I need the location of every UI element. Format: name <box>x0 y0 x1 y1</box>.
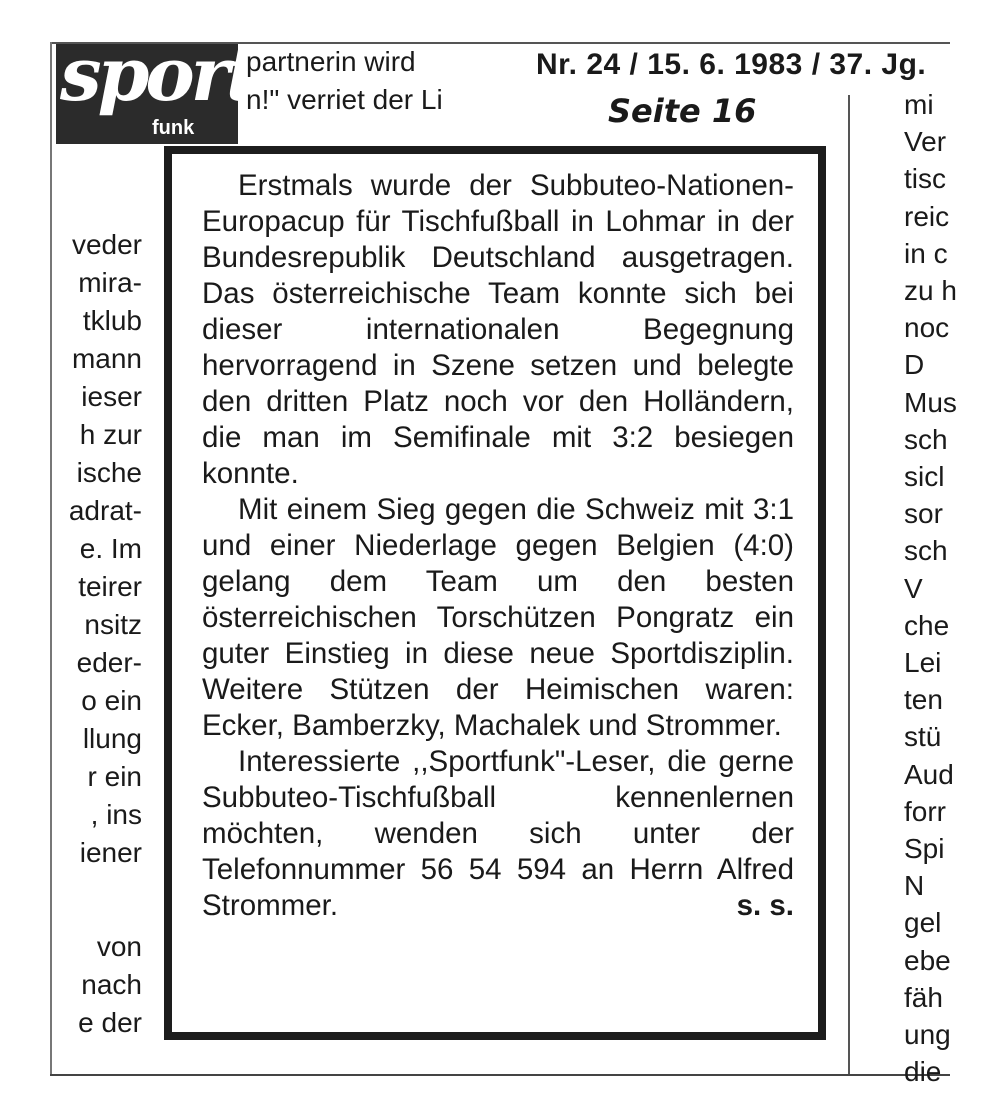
issue-info: Nr. 24 / 15. 6. 1983 / 37. Jg. <box>536 48 927 81</box>
text-line: Lei <box>904 647 942 679</box>
text-line: teirer <box>78 571 142 602</box>
text-line: reic <box>904 200 950 232</box>
text-line: ung <box>904 1019 951 1051</box>
text-line: tklub <box>82 305 142 336</box>
text-line: Ver <box>904 126 947 158</box>
text-line: ische <box>76 457 142 488</box>
text-line: Mus <box>904 386 957 418</box>
text-line: sch <box>904 535 948 567</box>
text-line: V <box>904 572 923 604</box>
bottom-rule <box>50 1074 950 1076</box>
text-line: in c <box>904 237 948 269</box>
text-line: ieser <box>81 381 142 412</box>
left-column-fragment-bottom <box>46 928 142 1048</box>
text-line: mann <box>71 343 142 374</box>
sportfunk-logo <box>56 32 256 144</box>
text-line: che <box>904 609 950 641</box>
article-body <box>202 168 794 924</box>
text-line: von <box>96 931 142 962</box>
text-line: llung <box>82 723 142 754</box>
text-line: mi <box>904 89 934 120</box>
header-snippet-line-1: partnerin wird <box>246 46 416 77</box>
text-line: r ein <box>87 761 142 792</box>
text-line: adrat- <box>68 495 142 526</box>
column-rule <box>848 95 850 1075</box>
left-column-fragment <box>46 226 142 868</box>
text-line: gel <box>904 907 942 939</box>
text-line: o ein <box>81 685 142 716</box>
text-line: , ins <box>90 799 142 830</box>
text-line: sch <box>904 423 948 455</box>
subbuteo-article-box <box>164 146 826 1040</box>
text-line: ten <box>904 684 943 716</box>
text-line: fäh <box>904 981 943 1013</box>
text-line: veder <box>71 229 142 260</box>
text-line: N <box>904 870 925 902</box>
logo-word: sport <box>60 32 256 118</box>
article-paragraph: Erstmals wurde der Subbuteo-Nationen-Europacup für Tischfußball in Lohmar in der Bundesrepublik Deutschland ausgetragen. Das österreichische Team konnte sich bei dieser internationalen Begegnung hervorragend in Szene setzen und belegte den dritten Platz noch vor den Holländern, die man im Semifinale mit 3:2 besiegen konnte. <box>202 169 794 490</box>
text-line: sor <box>904 498 943 530</box>
article-paragraph-last <box>202 744 794 924</box>
text-line: stü <box>904 721 942 753</box>
text-line: h zur <box>79 419 142 450</box>
article-paragraph-text: Interessierte ,,Sportfunk"-Leser, die gerne Subbuteo-Tischfußball kennenlernen möchten, wenden sich unter der Telefonnummer 56 54 594 an Herrn Alfred Strommer. <box>202 745 794 922</box>
text-line: mira- <box>78 267 142 298</box>
text-line: Aud <box>904 758 954 790</box>
logo-sub: funk <box>152 117 195 139</box>
article-paragraph: Mit einem Sieg gegen die Schweiz mit 3:1 und einer Niederlage gegen Belgien (4:0) gelang dem Team um den besten österreichischen Torschützen Pongratz ein guter Einstieg in diese neue Sportdisziplin. Weitere Stützen der Heimischen waren: Ecker, Bamberzky, Machalek und Strommer. <box>202 493 794 742</box>
text-line: forr <box>904 795 946 827</box>
text-line: Spi <box>904 833 945 865</box>
text-line: sicl <box>904 461 945 493</box>
text-line: D <box>904 349 925 381</box>
text-line: tisc <box>904 163 946 195</box>
text-line: zu h <box>904 275 957 307</box>
text-line: e. Im <box>79 533 142 564</box>
author-signoff: s. s. <box>736 889 794 922</box>
text-line: die <box>904 1056 942 1088</box>
text-line: iener <box>79 837 142 868</box>
text-line: nsitz <box>84 609 142 640</box>
handwritten-page-note: Seite 16 <box>608 92 757 130</box>
text-line: ebe <box>904 944 951 976</box>
text-line: noc <box>904 312 950 344</box>
text-line: e der <box>78 1007 142 1038</box>
text-line: nach <box>81 969 142 1000</box>
text-line: eder- <box>76 647 142 678</box>
right-column-fragment <box>904 86 958 1088</box>
header-snippet-line-2: n!" verriet der Li <box>246 84 443 115</box>
